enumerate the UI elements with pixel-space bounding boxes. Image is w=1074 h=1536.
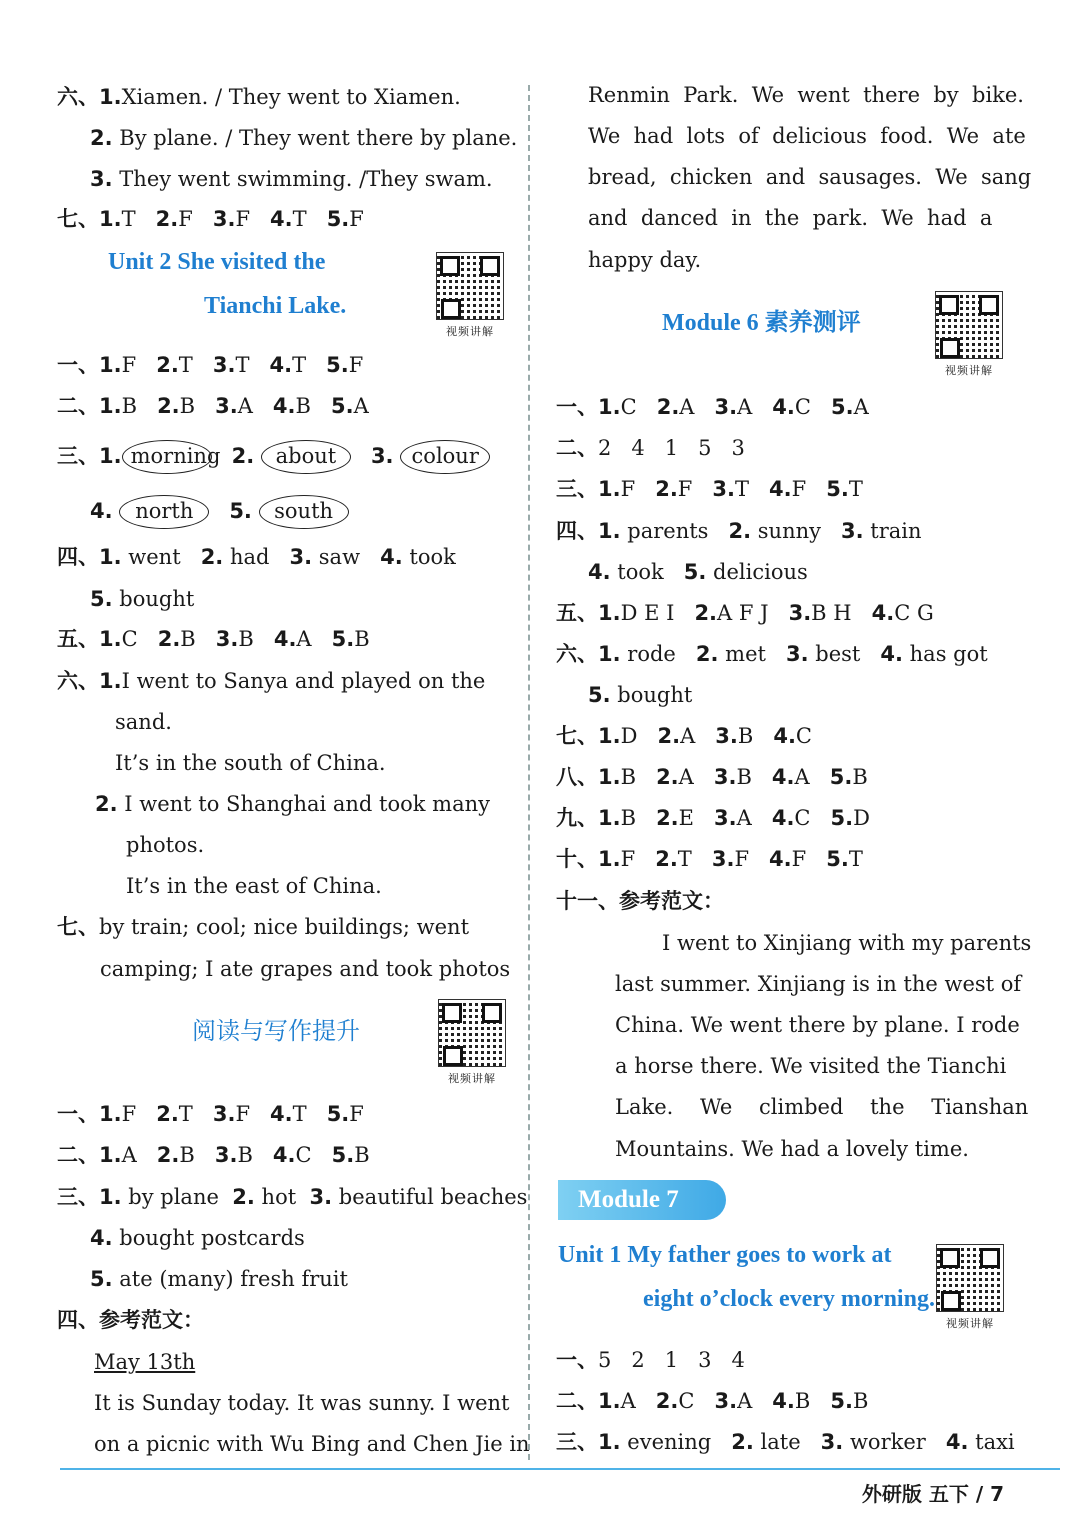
essay-line: We had lots of delicious food. We ate bbox=[588, 124, 1026, 148]
answer-line: photos. bbox=[126, 833, 205, 857]
answer-line: 5. bought bbox=[588, 683, 693, 707]
qr-caption: 视频讲解 bbox=[446, 325, 494, 338]
qr-code[interactable] bbox=[436, 252, 504, 339]
module-heading: Module 6 素养测评 bbox=[662, 310, 861, 336]
answer-line: 二、2 4 1 5 3 bbox=[556, 436, 745, 460]
answer-line: 九、1.B 2.E 3.A 4.C 5.D bbox=[556, 806, 870, 830]
answer-line: 三、1. morning 2. about 3. colour bbox=[57, 440, 490, 474]
answer-line: 八、1.B 2.A 3.B 4.A 5.B bbox=[556, 765, 868, 789]
qr-code[interactable] bbox=[438, 999, 506, 1086]
essay-line: a horse there. We visited the Tianchi bbox=[615, 1054, 1007, 1078]
answer-line: 六、1.Xiamen. / They went to Xiamen. bbox=[57, 85, 461, 109]
qr-caption: 视频讲解 bbox=[448, 1072, 496, 1085]
answer-line: 一、1.F 2.T 3.F 4.T 5.F bbox=[57, 1102, 364, 1126]
footer-rule bbox=[60, 1468, 1060, 1470]
essay-line: Lake. We climbed the Tianshan bbox=[615, 1095, 1029, 1119]
answer-line: 二、1.B 2.B 3.A 4.B 5.A bbox=[57, 394, 369, 418]
unit-heading: Unit 2 She visited the bbox=[108, 249, 326, 275]
essay-line: Mountains. We had a lovely time. bbox=[615, 1137, 969, 1161]
answer-line: 五、1.C 2.B 3.B 4.A 5.B bbox=[57, 627, 370, 651]
answer-line: 三、1.F 2.F 3.T 4.F 5.T bbox=[556, 477, 863, 501]
answer-line: 四、1. parents 2. sunny 3. train bbox=[556, 519, 922, 543]
module-tag: Module 7 bbox=[558, 1180, 726, 1220]
unit-heading-line2: eight o’clock every morning. bbox=[643, 1286, 935, 1312]
answer-line: 5. ate (many) fresh fruit bbox=[90, 1267, 348, 1291]
answer-line: 七、1.T 2.F 3.F 4.T 5.F bbox=[57, 207, 364, 231]
answer-line: 一、1.F 2.T 3.T 4.T 5.F bbox=[57, 353, 364, 377]
qr-code[interactable] bbox=[936, 1244, 1004, 1331]
answer-line: 六、1. rode 2. met 3. best 4. has got bbox=[556, 642, 988, 666]
answer-line: 三、1. by plane 2. hot 3. beautiful beaches bbox=[57, 1185, 528, 1209]
answer-line: 四、参考范文： bbox=[57, 1308, 204, 1332]
circled-word: south bbox=[259, 495, 349, 529]
answer-line: 二、1.A 2.C 3.A 4.B 5.B bbox=[556, 1389, 869, 1413]
answer-line: 十、1.F 2.T 3.F 4.F 5.T bbox=[556, 847, 863, 871]
answer-line: 2. By plane. / They went there by plane. bbox=[90, 126, 518, 150]
answer-line: 4. bought postcards bbox=[90, 1226, 305, 1250]
answer-line: 4. took 5. delicious bbox=[588, 560, 808, 584]
answer-line: It’s in the south of China. bbox=[115, 751, 386, 775]
answer-line: 2. I went to Shanghai and took many bbox=[95, 792, 490, 816]
answer-line: 3. They went swimming. /They swam. bbox=[90, 167, 493, 191]
unit-heading: Unit 1 My father goes to work at bbox=[558, 1242, 892, 1268]
qr-caption: 视频讲解 bbox=[946, 1317, 994, 1330]
answer-line: 4. north 5. south bbox=[90, 495, 349, 529]
qr-caption: 视频讲解 bbox=[945, 364, 993, 377]
answer-line: 5. bought bbox=[90, 587, 195, 611]
answer-line: It’s in the east of China. bbox=[126, 874, 382, 898]
essay-line: bread, chicken and sausages. We sang bbox=[588, 165, 1032, 189]
answer-line: 七、1.D 2.A 3.B 4.C bbox=[556, 724, 812, 748]
circled-word: morning bbox=[122, 440, 212, 474]
circled-word: north bbox=[119, 495, 209, 529]
circled-word: about bbox=[261, 440, 351, 474]
qr-code[interactable] bbox=[935, 291, 1003, 378]
answer-line: 五、1.D E I 2.A F J 3.B H 4.C G bbox=[556, 601, 934, 625]
essay-line: It is Sunday today. It was sunny. I went bbox=[94, 1391, 510, 1415]
essay-line: happy day. bbox=[588, 248, 702, 272]
page-footer: 外研版 五下 / 7 bbox=[861, 1482, 1004, 1506]
answer-line: camping; I ate grapes and took photos bbox=[100, 957, 511, 981]
answer-line: 三、1. evening 2. late 3. worker 4. taxi bbox=[556, 1430, 1015, 1454]
circled-word: colour bbox=[400, 440, 490, 474]
answer-line: 一、5 2 1 3 4 bbox=[556, 1348, 745, 1372]
answer-line: 二、1.A 2.B 3.B 4.C 5.B bbox=[57, 1143, 370, 1167]
essay-line: Renmin Park. We went there by bike. bbox=[588, 83, 1024, 107]
essay-line: I went to Xinjiang with my parents bbox=[662, 931, 1032, 955]
section-heading: 阅读与写作提升 bbox=[192, 1017, 360, 1045]
answer-line: 四、1. went 2. had 3. saw 4. took bbox=[57, 545, 456, 569]
answer-line: 一、1.C 2.A 3.A 4.C 5.A bbox=[556, 395, 869, 419]
essay-line: on a picnic with Wu Bing and Chen Jie in bbox=[94, 1432, 530, 1456]
column-divider bbox=[528, 85, 530, 1460]
answer-line: sand. bbox=[115, 710, 172, 734]
answer-line: 十一、参考范文： bbox=[556, 889, 724, 913]
answer-line: 六、1.I went to Sanya and played on the bbox=[57, 669, 486, 693]
essay-date: May 13th bbox=[94, 1350, 196, 1374]
essay-line: and danced in the park. We had a bbox=[588, 206, 993, 230]
answer-line: 七、by train; cool; nice buildings; went bbox=[57, 915, 470, 939]
essay-line: last summer. Xinjiang is in the west of bbox=[615, 972, 1022, 996]
essay-line: China. We went there by plane. I rode bbox=[615, 1013, 1020, 1037]
unit-heading-line2: Tianchi Lake. bbox=[204, 293, 347, 319]
